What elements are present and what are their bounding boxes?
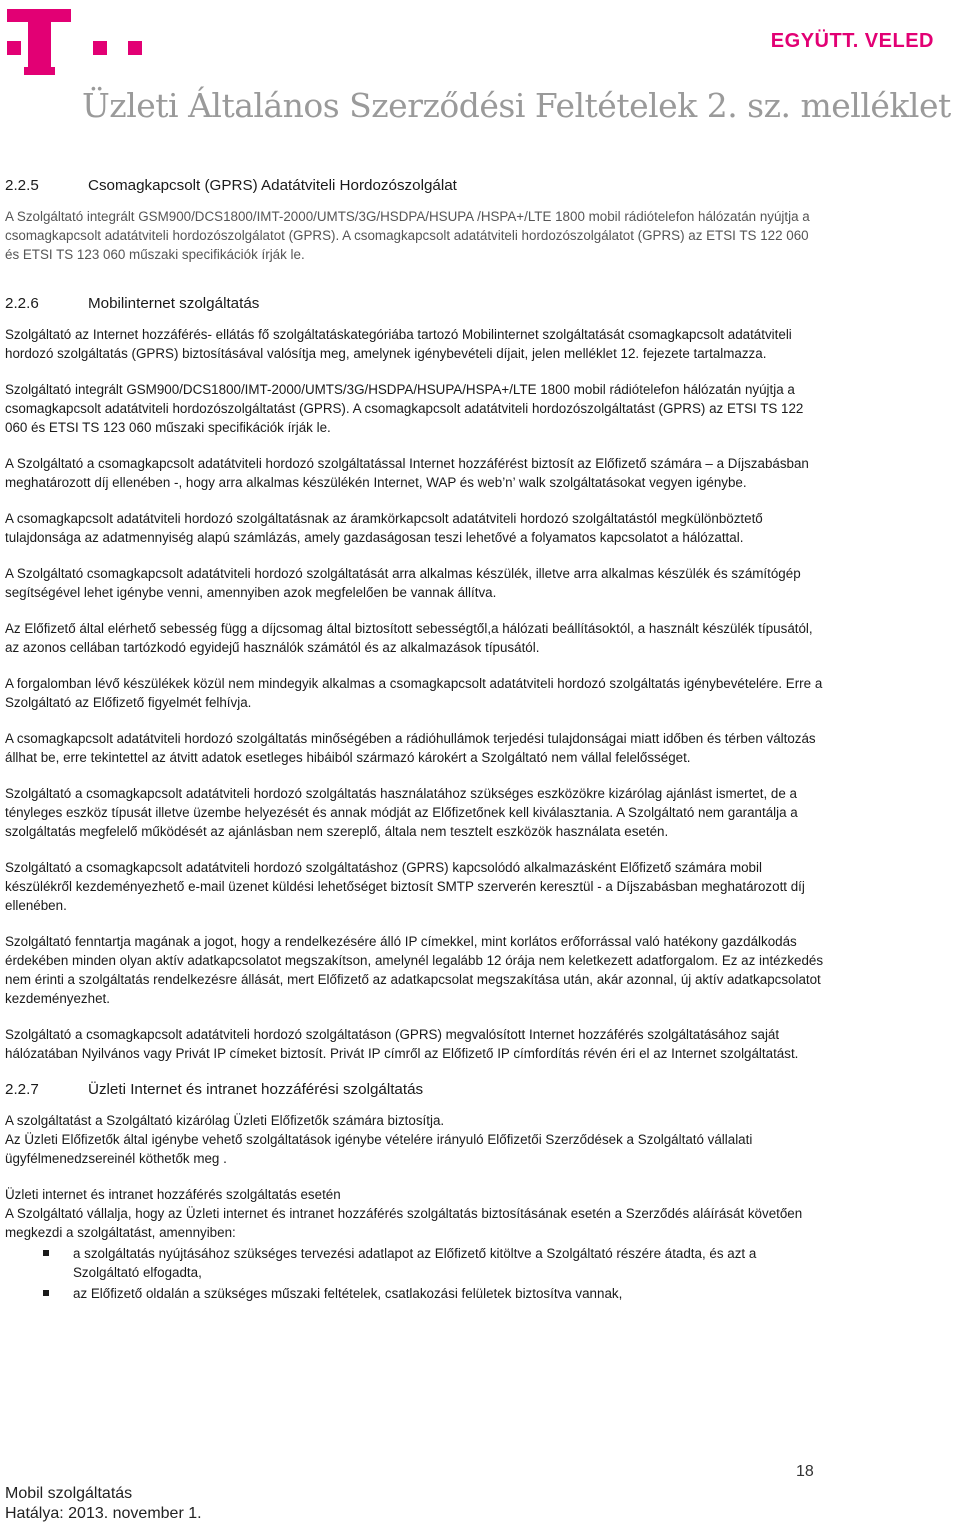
telekom-t-logo — [7, 5, 142, 75]
logo-t-stem — [28, 9, 51, 75]
paragraph: Szolgáltató a csomagkapcsolt adatátviteli hordozó szolgáltatáson (GPRS) megvalósított Internet hozzáférés szolgáltatásához saját hálózatában Nyilvános vagy Privát IP címeket biztosít. Privát IP címről az Előfizető IP címfordítás révén éri el az Internet szolgáltatást. — [5, 1027, 799, 1061]
footer-line: Mobil szolgáltatás — [5, 1485, 133, 1502]
paragraph: A Szolgáltató a csomagkapcsolt adatátviteli hordozó szolgáltatással Internet hozzáférést biztosít az Előfizető számára – a Díjszabásban meghatározott díj ellenében -, hogy arra alkalmas készülékén Internet, WAP és web’n’ walk szolgáltatásokat vegyen igénybe. — [5, 456, 809, 490]
paragraph-line: A szolgáltatást a Szolgáltató kizárólag Üzleti Előfizetők számára biztosítja. — [5, 1113, 445, 1128]
document-body — [5, 176, 825, 1305]
paragraph: A Szolgáltató integrált GSM900/DCS1800/IMT-2000/UMTS/3G/HSDPA/HSUPA /HSPA+/LTE 1800 mobil rádiótelefon hálózatán nyújtja a csomagkapcsolt adatátviteli hordozószolgálatot (GPRS). A csomagkapcsolt adatátviteli hordozószolgálatot (GPRS) az ETSI TS 122 060 és ETSI TS 123 060 műszaki specifikációk írják le. — [5, 209, 810, 262]
paragraph — [5, 1185, 825, 1242]
page-number: 18 — [796, 1463, 814, 1480]
logo-square — [93, 41, 107, 55]
logo-square — [7, 41, 21, 55]
section-heading — [5, 1080, 825, 1100]
paragraph: Az Előfizető által elérhető sebesség függ a díjcsomag által biztosított sebességtől,a hálózati beállításoktól, a használt készülék típusától, az azonos cellában tartózkodó egyidejű használók számától és az alkalmazások típusától. — [5, 621, 813, 655]
section-heading — [5, 294, 825, 314]
paragraph: Szolgáltató a csomagkapcsolt adatátviteli hordozó szolgáltatáshoz (GPRS) kapcsolódó alkalmazásként Előfizető számára mobil készülékről kezdeményezhető e-mail üzenet küldési lehetőséget biztosít SMTP szerverén keresztül - a Díjszabásban meghatározott díj ellenében. — [5, 860, 805, 913]
paragraph: A forgalomban lévő készülékek közül nem mindegyik alkalmas a csomagkapcsolt adatátviteli hordozó szolgáltatás igénybevételére. Erre a Szolgáltató az Előfizető figyelmét felhívja. — [5, 676, 823, 710]
paragraph-line: A Szolgáltató vállalja, hogy az Üzleti internet és intranet hozzáférés szolgáltatás biztosításának esetén a Szerződés aláírását követően megkezdi a szolgáltatást, amennyiben: — [5, 1206, 803, 1240]
paragraph: Szolgáltató integrált GSM900/DCS1800/IMT-2000/UMTS/3G/HSDPA/HSUPA/HSPA+/LTE 1800 mobil rádiótelefon hálózatán nyújtja a csomagkapcsolt adatátviteli hordozószolgáltatást (GPRS). A csomagkapcsolt adatátviteli hordozószolgáltatást (GPRS) az ETSI TS 122 060 és ETSI TS 123 060 műszaki specifikációk írják le. — [5, 382, 804, 435]
paragraph-line: Az Üzleti Előfizetők által igénybe vehető szolgáltatások igénybe vételére irányuló Előfizetői Szerződések a Szolgáltató vállalati ügyfélmenedzsereinél köthetők meg . — [5, 1132, 753, 1166]
paragraph-line: Üzleti internet és intranet hozzáférés szolgáltatás esetén — [5, 1187, 341, 1202]
logo-square — [128, 41, 142, 55]
paragraph: A csomagkapcsolt adatátviteli hordozó szolgáltatás minőségében a rádióhullámok terjedési tulajdonságai miatt időben és térben változás állhat be, erre tekintettel az átvitt adatok esetleges hibáiból származó károkért a Szolgáltató nem vállal felelősséget. — [5, 731, 816, 765]
logo-t-foot — [24, 67, 55, 75]
paragraph: A csomagkapcsolt adatátviteli hordozó szolgáltatásnak az áramkörkapcsolt adatátviteli hordozó szolgáltatástól megkülönböztető tulajdonsága az adatmennyiség alapú számlázás, amely gazdaságosan teszi lehetővé a folyamatos kapcsolatot a hálózattal. — [5, 511, 763, 545]
paragraph: Szolgáltató az Internet hozzáférés- ellátás fő szolgáltatáskategóriába tartozó Mobilinternet szolgáltatását csomagkapcsolt adatátviteli hordozó szolgáltatás (GPRS) biztosításával valósítja meg, amelynek igénybevételi díjait, jelen melléklet 12. fejezete tartalmazza. — [5, 327, 792, 361]
footer-line: Hatálya: 2013. november 1. — [5, 1505, 202, 1522]
section-number: 2.2.5 — [5, 177, 39, 194]
list-item: az Előfizető oldalán a szükséges műszaki feltételek, csatlakozási felületek biztosítva vannak, — [5, 1284, 825, 1303]
paragraph: A Szolgáltató csomagkapcsolt adatátviteli hordozó szolgáltatását arra alkalmas készülék, illetve arra alkalmas készülék és számítógép segítségével lehet igénybe venni, amennyiben azok megfelelően be vannak állítva. — [5, 566, 801, 600]
section-title: Üzleti Internet és intranet hozzáférési szolgáltatás — [88, 1081, 424, 1098]
bullet-list — [5, 1244, 825, 1303]
brand-slogan: EGYÜTT. VELED — [770, 30, 934, 52]
list-item: a szolgáltatás nyújtásához szükséges tervezési adatlapot az Előfizető kitöltve a Szolgáltató részére átadta, és azt a Szolgáltató elfogadta, — [5, 1244, 825, 1282]
section-title: Mobilinternet szolgáltatás — [88, 295, 260, 312]
section-number: 2.2.6 — [5, 295, 39, 312]
document-title: Üzleti Általános Szerződési Feltételek 2. sz. melléklet — [82, 86, 951, 125]
footer — [5, 1484, 202, 1524]
paragraph: Szolgáltató a csomagkapcsolt adatátviteli hordozó szolgáltatás használatához szükséges eszközökre kizárólag ajánlást ismertet, de a tényleges eszköz típusát illetve üzembe helyezését és annak módját az Előfizetőnek kell kiválasztania. A Szolgáltató nem garantálja a szolgáltatás megfelelő működését az ajánlásban nem szereplő, általa nem tesztelt eszközök használata esetén. — [5, 786, 798, 839]
paragraph — [5, 1111, 825, 1168]
section-title: Csomagkapcsolt (GPRS) Adatátviteli Hordozószolgálat — [88, 177, 457, 194]
section-number: 2.2.7 — [5, 1081, 39, 1098]
section-heading — [5, 176, 825, 196]
paragraph: Szolgáltató fenntartja magának a jogot, hogy a rendelkezésére álló IP címekkel, mint korlátos erőforrással való hatékony gazdálkodás érdekében minden olyan aktív adatkapcsolatot megszakítson, amelynél legalább 12 órája nem keletkezett adatforgalom. Ez az intézkedés nem érinti a szolgáltatás rendelkezésre állását, mert Előfizető az adatkapcsolat megszakítása után, akár azonnal, új aktív adatkapcsolatot kezdeményezhet. — [5, 934, 824, 1006]
